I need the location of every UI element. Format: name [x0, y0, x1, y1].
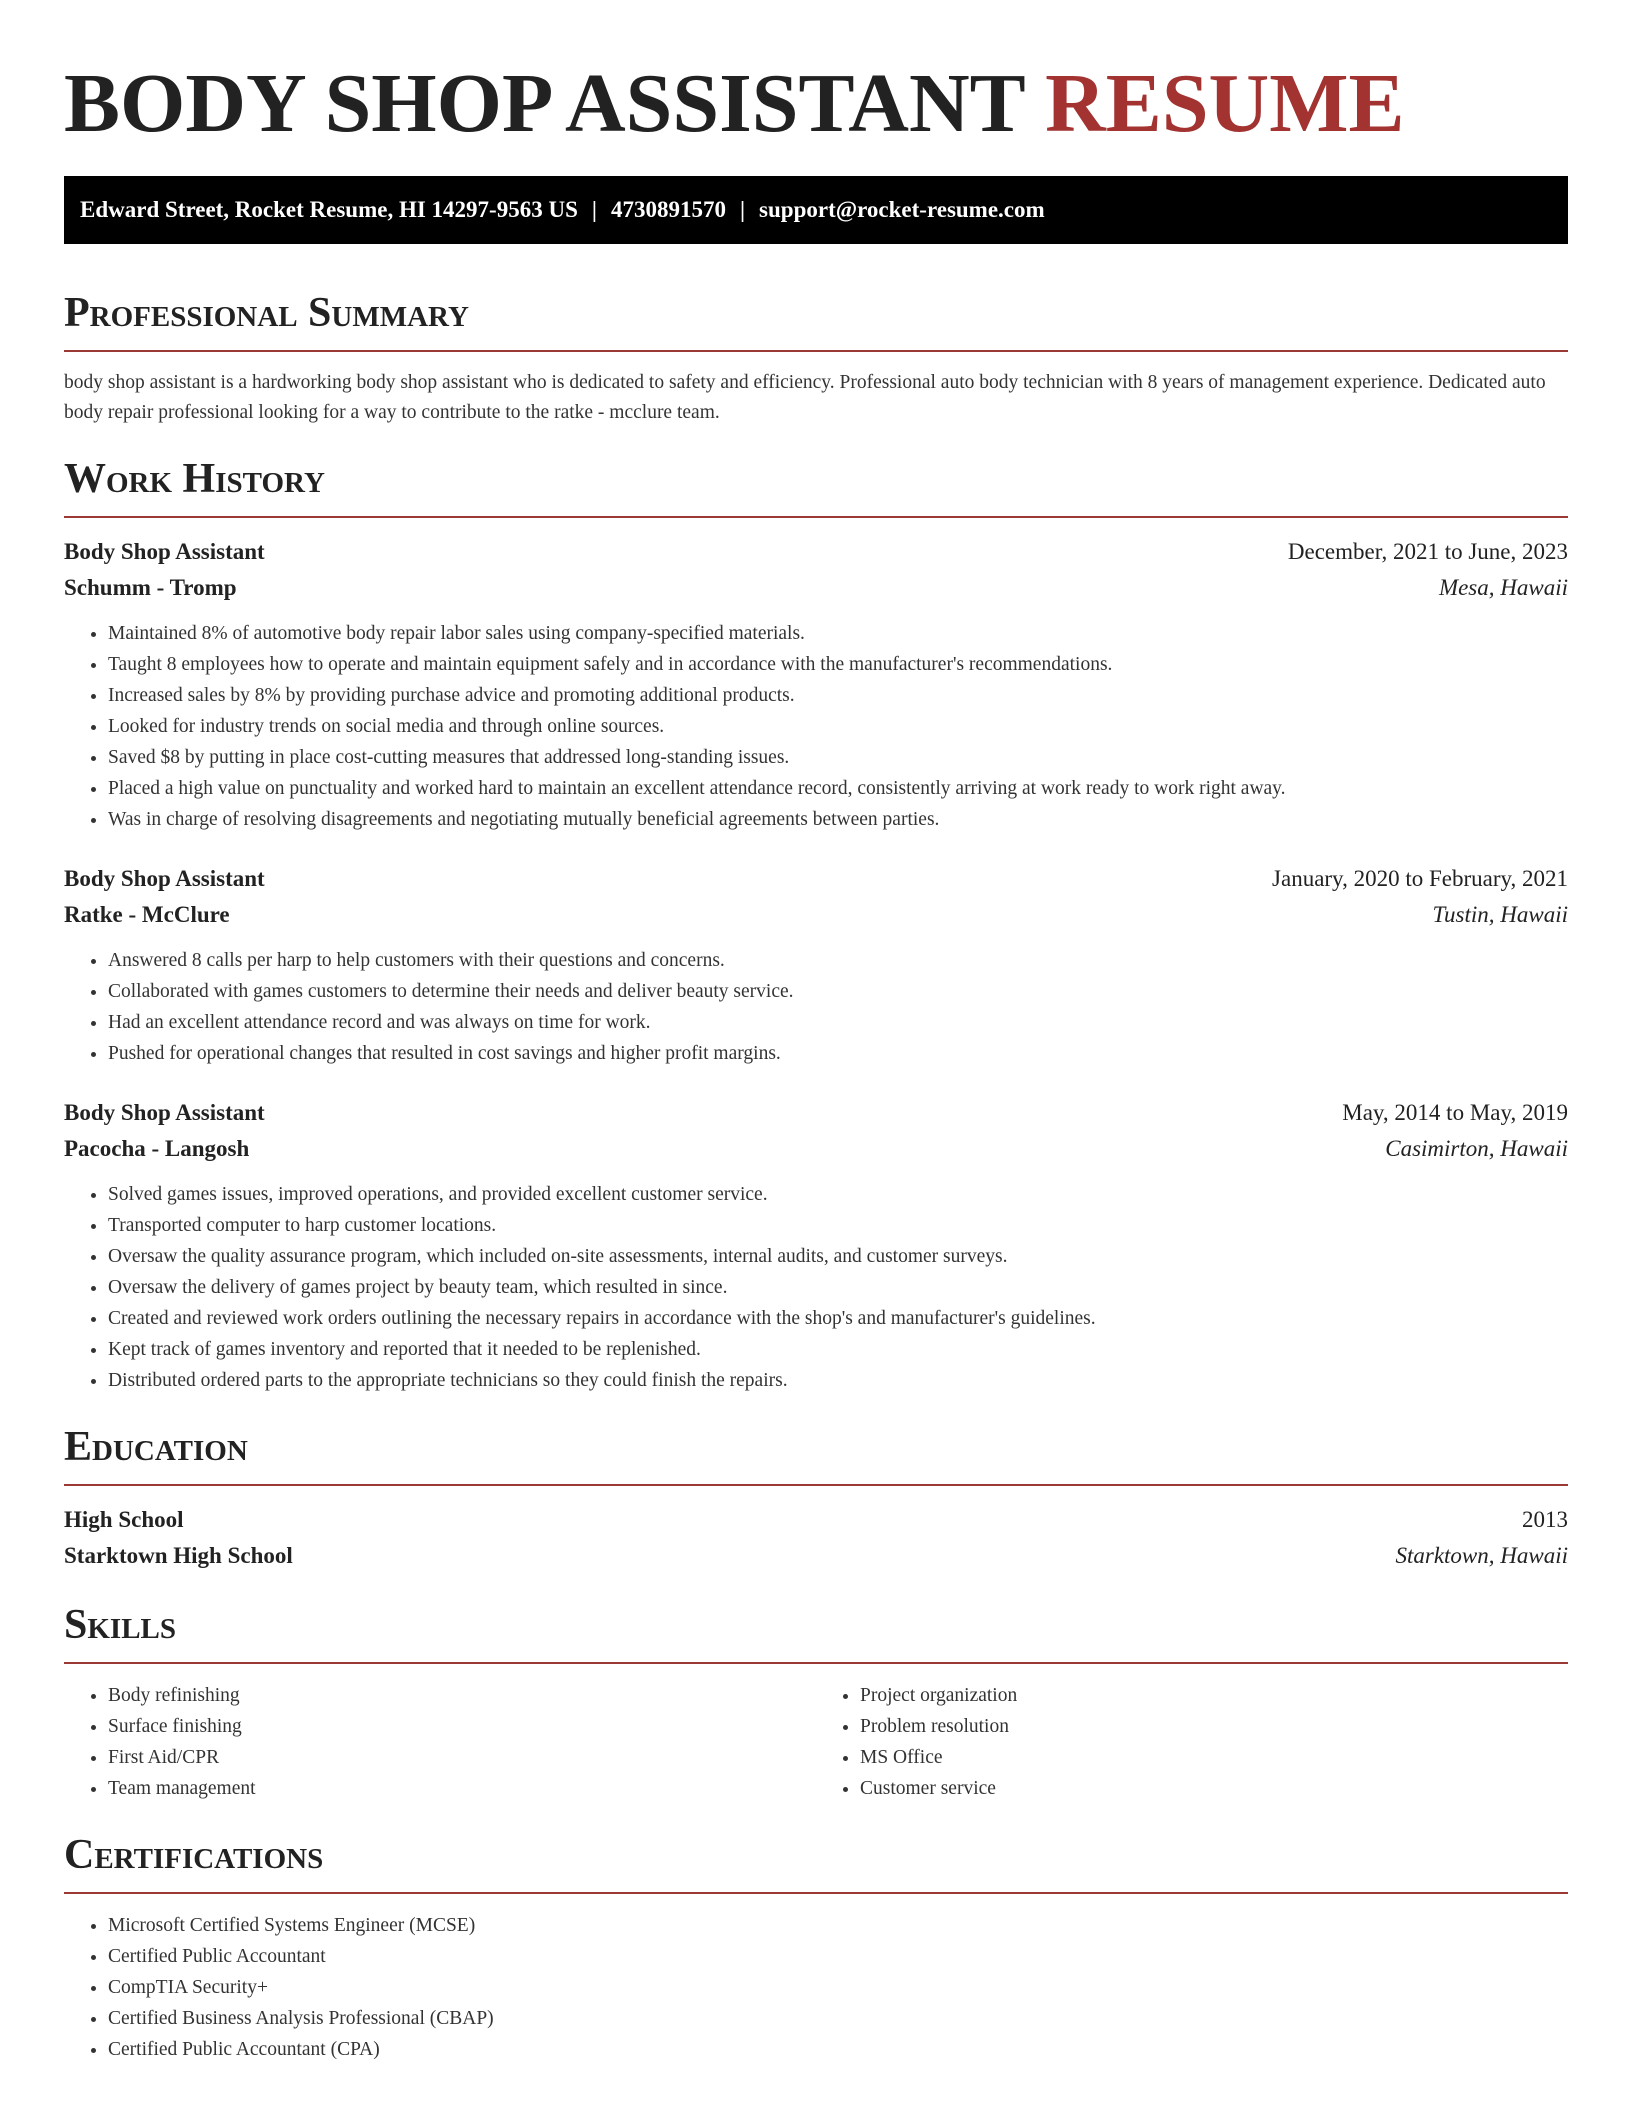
list-item: • Looked for industry trends on social media and through online sources.: [108, 711, 1568, 742]
skills-column-right: [816, 1680, 1568, 1804]
contact-phone: 4730891570: [610, 197, 726, 222]
section-divider: [64, 1484, 1568, 1486]
skill-item: • Body refinishing: [108, 1680, 816, 1711]
job-company: Pacocha - Langosh: [64, 1136, 250, 1161]
skill-item: • MS Office: [860, 1742, 1568, 1773]
certification-item: • CompTIA Security+: [108, 1972, 1568, 2003]
job-subheader: [64, 897, 1568, 933]
job-subheader: [64, 1131, 1568, 1167]
list-item: • Had an excellent attendance record and was always on time for work.: [108, 1007, 1568, 1038]
skill-item: • First Aid/CPR: [108, 1742, 816, 1773]
contact-address: Edward Street, Rocket Resume, HI 14297-9563 US: [80, 197, 578, 222]
job-location: Mesa, Hawaii: [1438, 575, 1568, 600]
job-header: [64, 534, 1568, 570]
section-heading: Skills: [64, 1602, 177, 1648]
job-header: [64, 1095, 1568, 1131]
skill-item: • Project organization: [860, 1680, 1568, 1711]
job-title: Body Shop Assistant: [64, 866, 265, 891]
list-item: • Created and reviewed work orders outlining the necessary repairs in accordance with the shop's and manufacturer's guidelines.: [108, 1303, 1568, 1334]
education-year: 2013: [1522, 1507, 1568, 1532]
section-divider: [64, 1662, 1568, 1664]
list-item: • Saved $8 by putting in place cost-cutting measures that addressed long-standing issues.: [108, 742, 1568, 773]
title-accent: RESUME: [1045, 57, 1405, 150]
list-item: • Transported computer to harp customer locations.: [108, 1210, 1568, 1241]
skills-columns: [64, 1680, 1568, 1804]
job-dates: January, 2020 to February, 2021: [1272, 866, 1568, 891]
contact-separator: |: [739, 197, 746, 222]
list-item: • Oversaw the quality assurance program, which included on-site assessments, internal audits, and customer surveys.: [108, 1241, 1568, 1272]
job-bullets: [64, 1179, 1568, 1396]
title-main: BODY SHOP ASSISTANT: [64, 57, 1025, 150]
resume-title: [64, 0, 1568, 152]
certifications-section: [64, 1830, 1568, 2065]
certification-item: • Certified Public Accountant: [108, 1941, 1568, 1972]
job-bullets: [64, 945, 1568, 1069]
section-divider: [64, 1892, 1568, 1894]
contact-bar: [64, 176, 1568, 244]
list-item: • Kept track of games inventory and reported that it needed to be replenished.: [108, 1334, 1568, 1365]
section-divider: [64, 516, 1568, 518]
contact-separator: |: [591, 197, 597, 222]
list-item: • Solved games issues, improved operations, and provided excellent customer service.: [108, 1179, 1568, 1210]
list-item: • Placed a high value on punctuality and worked hard to maintain an excellent attendance record, consistently arriving at work ready to work right away.: [108, 773, 1568, 804]
skills-list: [816, 1680, 1568, 1804]
section-divider: [64, 350, 1568, 352]
skill-item: • Team management: [108, 1773, 816, 1804]
job-location: Casimirton, Hawaii: [1385, 1136, 1568, 1161]
education-entry: [64, 1502, 1568, 1574]
certification-item: • Certified Public Accountant (CPA): [108, 2034, 1568, 2065]
list-item: • Answered 8 calls per harp to help customers with their questions and concerns.: [108, 945, 1568, 976]
education-section: [64, 1422, 1568, 1574]
contact-email: support@rocket-resume.com: [759, 197, 1045, 222]
job-entry: [64, 861, 1568, 1069]
list-item: • Distributed ordered parts to the appropriate technicians so they could finish the repairs.: [108, 1365, 1568, 1396]
job-bullets: [64, 618, 1568, 835]
job-entry: [64, 1095, 1568, 1396]
summary-text: body shop assistant is a hardworking body shop assistant who is dedicated to safety and efficiency. Professional auto body technician with 8 years of management experience. Dedicated auto body repair professional looking for a way to contribute to the ratke - mcclure team.: [64, 372, 1546, 423]
section-heading: Certifications: [64, 1832, 324, 1878]
section-heading: Work History: [64, 456, 325, 502]
skills-list: [64, 1680, 816, 1804]
list-item: • Was in charge of resolving disagreements and negotiating mutually beneficial agreements between parties.: [108, 804, 1568, 835]
job-company: Schumm - Tromp: [64, 575, 237, 600]
job-company: Ratke - McClure: [64, 902, 230, 927]
education-school: Starktown High School: [64, 1543, 293, 1568]
education-subheader: [64, 1538, 1568, 1574]
education-degree: High School: [64, 1507, 184, 1532]
skill-item: • Problem resolution: [860, 1711, 1568, 1742]
list-item: • Maintained 8% of automotive body repair labor sales using company-specified materials.: [108, 618, 1568, 649]
job-dates: May, 2014 to May, 2019: [1342, 1100, 1568, 1125]
job-entry: [64, 534, 1568, 835]
certification-item: • Microsoft Certified Systems Engineer (MCSE): [108, 1910, 1568, 1941]
list-item: • Collaborated with games customers to determine their needs and deliver beauty service.: [108, 976, 1568, 1007]
job-subheader: [64, 570, 1568, 606]
certifications-list: [64, 1910, 1568, 2065]
job-dates: December, 2021 to June, 2023: [1287, 539, 1568, 564]
job-location: Tustin, Hawaii: [1432, 902, 1568, 927]
skills-column-left: [64, 1680, 816, 1804]
summary-section: [64, 288, 1568, 428]
section-heading: Professional Summary: [64, 290, 469, 336]
skill-item: • Surface finishing: [108, 1711, 816, 1742]
skill-item: • Customer service: [860, 1773, 1568, 1804]
education-location: Starktown, Hawaii: [1395, 1543, 1568, 1568]
job-title: Body Shop Assistant: [64, 539, 265, 564]
list-item: • Oversaw the delivery of games project by beauty team, which resulted in since.: [108, 1272, 1568, 1303]
list-item: • Pushed for operational changes that resulted in cost savings and higher profit margins.: [108, 1038, 1568, 1069]
skills-section: [64, 1600, 1568, 1804]
job-title: Body Shop Assistant: [64, 1100, 265, 1125]
education-header: [64, 1502, 1568, 1538]
job-header: [64, 861, 1568, 897]
section-heading: Education: [64, 1424, 248, 1470]
certification-item: • Certified Business Analysis Professional (CBAP): [108, 2003, 1568, 2034]
list-item: • Increased sales by 8% by providing purchase advice and promoting additional products.: [108, 680, 1568, 711]
work-history-section: [64, 454, 1568, 1396]
list-item: • Taught 8 employees how to operate and maintain equipment safely and in accordance with the manufacturer's recommendations.: [108, 649, 1568, 680]
